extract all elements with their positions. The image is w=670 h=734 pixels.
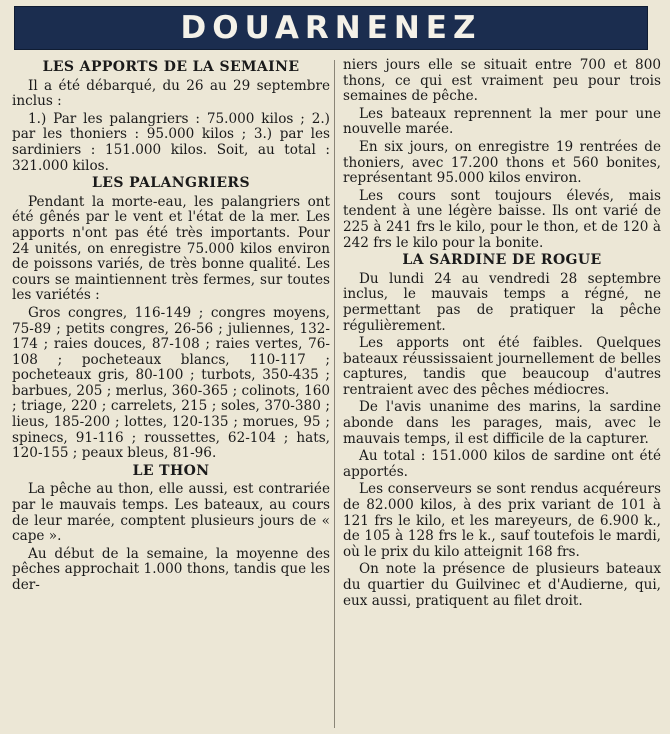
paragraph: Au total : 151.000 kilos de sardine ont été apportés. [343,448,661,480]
right-column [343,58,661,730]
paragraph: Du lundi 24 au vendredi 28 septembre inclus, le mauvais temps a régné, ne permettant pas de pratiquer la pêche régulièrement. [343,270,661,334]
title-banner [14,6,648,50]
paragraph: niers jours elle se situait entre 700 et 800 thons, ce qui est vraiment peu pour trois semaines de pêche. [343,58,661,105]
heading-sardine: LA SARDINE DE ROGUE [402,252,602,269]
heading-apports: LES APPORTS DE LA SEMAINE [42,59,300,75]
paragraph: De l'avis unanime des marins, la sardine abonde dans les parages, mais, avec le mauvais temps, il est difficile de la capturer. [343,399,661,447]
paragraph: Les conserveurs se sont rendus acquéreurs de 82.000 kilos, à des prix variant de 101 à 121 frs le kilo, et les mareyeurs, de 6.900 k., de 105 à 128 frs le k., sauf toutefois le mardi, où le prix du kilo atteignit 168 frs. [343,481,661,560]
paragraph: Au début de la semaine, la moyenne des pêches approchait 1.000 thons, tandis que les der- [12,545,330,593]
paragraph: 1.) Par les palangriers : 75.000 kilos ; 2.) par les thoniers : 95.000 kilos ; 3.) par les sardiniers : 151.000 kilos. Soit, au total : 321.000 kilos. [12,110,330,174]
heading-thon: LE THON [132,462,210,479]
heading-palangriers: LES PALANGRIERS [92,175,250,192]
paragraph: La pêche au thon, elle aussi, est contrariée par le mauvais temps. Les bateaux, au cours de leur marée, comptent plusieurs jours de « cape ». [12,481,330,545]
paragraph: On note la présence de plusieurs bateaux du quartier du Guilvinec et d'Audierne, qui, eux aussi, pratiquent au filet droit. [343,561,661,609]
paragraph: Les apports ont été faibles. Quelques bateaux réussissaient journellement de belles captures, tandis que beaucoup d'autres rentraient avec des pêches médiocres. [343,335,661,398]
page-title: DOUARNENEZ [180,10,482,46]
paragraph: Pendant la morte-eau, les palangriers ont été gênés par le vent et l'état de la mer. Les apports n'ont pas été très importants. Pour 24 unités, on enregistre 75.000 kilos environ de poissons variés, de très bonne qualité. Les cours se maintiennent très fermes, sur toutes les variétés : [12,193,330,304]
paragraph: En six jours, on enregistre 19 rentrées de thoniers, avec 17.200 thons et 560 bonites, représentant 95.000 kilos environ. [343,138,661,187]
paragraph-prices: Gros congres, 116-149 ; congres moyens, 75-89 ; petits congres, 26-56 ; juliennes, 132-174 ; raies douces, 87-108 ; raies vertes, 76-108 ; pocheteaux blancs, 110-117 ; pocheteaux gris, 80-100 ; turbots, 350-435 ; barbues, 205 ; merlus, 360-365 ; colinots, 160 ; triage, 220 ; carrelets, 215 ; soles, 370-380 ; lieus, 185-200 ; lottes, 120-135 ; morues, 95 ; spinecs, 91-116 ; roussettes, 62-104 ; hats, 120-155 ; peaux bleus, 81-96. [12,304,330,462]
left-column [12,58,330,730]
paragraph: Il a été débarqué, du 26 au 29 septembre inclus : [12,77,330,110]
paragraph: Les bateaux reprennent la mer pour une nouvelle marée. [343,105,661,138]
paragraph: Les cours sont toujours élevés, mais tendent à une légère baisse. Ils ont varié de 225 à 241 frs le kilo, pour le thon, et de 120 à 242 frs le kilo pour la bonite. [343,187,661,251]
column-divider [334,60,335,728]
